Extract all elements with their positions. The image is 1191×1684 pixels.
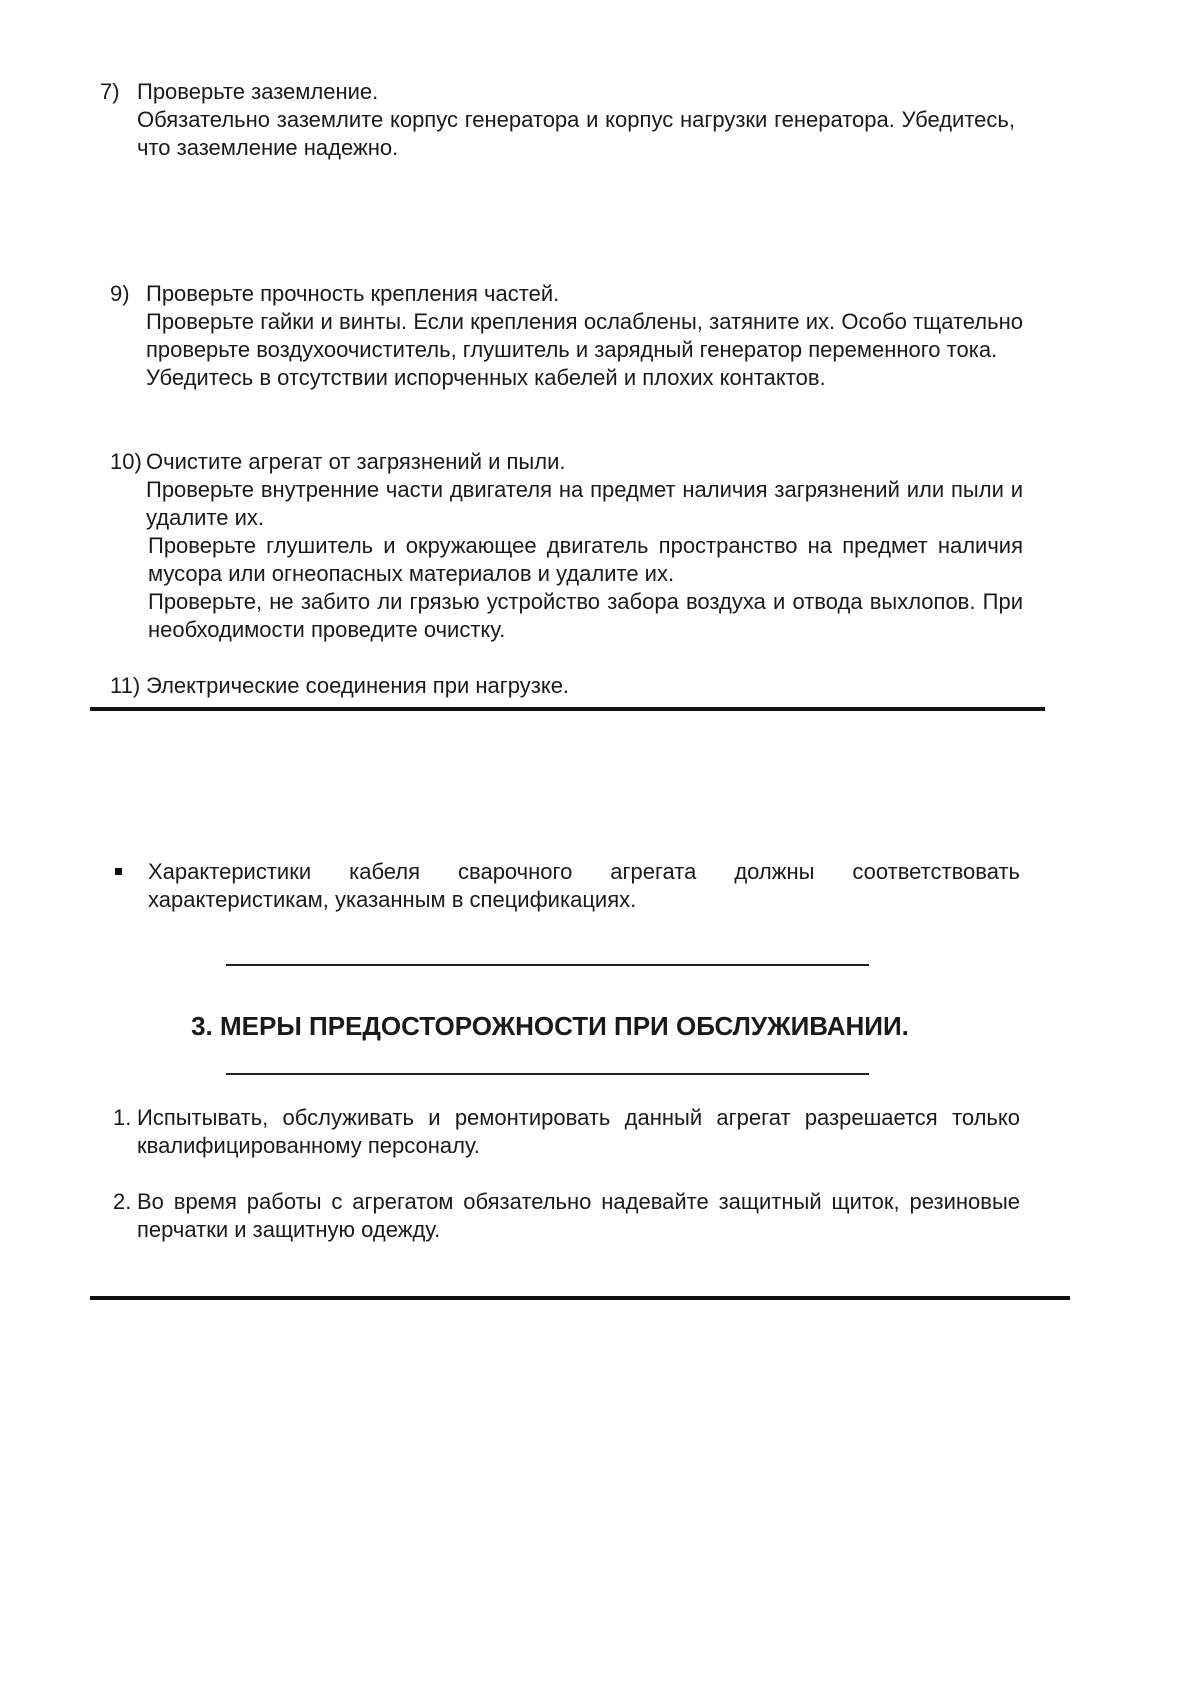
bullet-icon [115, 868, 122, 875]
list-item-heading: Проверьте заземление. [137, 79, 379, 104]
list-item-number: 10) [110, 449, 142, 474]
list-item-paragraph: Убедитесь в отсутствии испорченных кабелей и плохих контактов. [146, 365, 826, 390]
precaution-item-2 [113, 1188, 1020, 1244]
precaution-item-1 [113, 1104, 1020, 1160]
title-rule-top [226, 964, 869, 966]
list-item-number: 11) [110, 673, 141, 698]
list-item-paragraph: Проверьте гайки и винты. Если крепления ослаблены, затяните их. Особо тщательно проверьте воздухоочиститель, глушитель и зарядный генератор переменного тока. [146, 309, 1023, 362]
page-bottom-divider [90, 1296, 1070, 1300]
list-item-number: 7) [100, 79, 120, 104]
list-item-paragraph: Проверьте глушитель и окружающее двигатель пространство на предмет наличия мусора или огнеопасных материалов и удалите их. [148, 533, 1023, 586]
list-item-11 [110, 672, 1023, 700]
list-item-heading: Электрические соединения при нагрузке. [146, 673, 570, 698]
precaution-text: Испытывать, обслуживать и ремонтировать данный агрегат разрешается только квалифицированному персоналу. [137, 1105, 1020, 1158]
precaution-number: 2. [113, 1189, 132, 1214]
list-item-9 [110, 280, 1023, 392]
precaution-number: 1. [113, 1105, 132, 1130]
precaution-text: Во время работы с агрегатом обязательно надевайте защитный щиток, резиновые перчатки и защитную одежду. [137, 1189, 1020, 1242]
list-item-number: 9) [110, 281, 130, 306]
list-item-7 [100, 78, 1015, 162]
list-item-paragraph: Обязательно заземлите корпус генератора и корпус нагрузки генератора. Убедитесь, что заземление надежно. [137, 107, 1015, 160]
list-item-heading: Проверьте прочность крепления частей. [146, 281, 560, 306]
title-rule-bottom [226, 1073, 869, 1075]
list-item-10 [110, 448, 1023, 644]
list-item-paragraph: Проверьте внутренние части двигателя на предмет наличия загрязнений или пыли и удалите их. [146, 477, 1023, 530]
section-title: 3. МЕРЫ ПРЕДОСТОРОЖНОСТИ ПРИ ОБСЛУЖИВАНИИ. [191, 1011, 909, 1041]
bullet-item: Характеристики кабеля сварочного агрегата должны соответствовать характеристикам, указанным в спецификациях. [148, 859, 1020, 912]
list-item-heading: Очистите агрегат от загрязнений и пыли. [146, 449, 566, 474]
section-divider [90, 707, 1045, 711]
list-item-paragraph: Проверьте, не забито ли грязью устройство забора воздуха и отвода выхлопов. При необходимости проведите очистку. [148, 589, 1023, 642]
